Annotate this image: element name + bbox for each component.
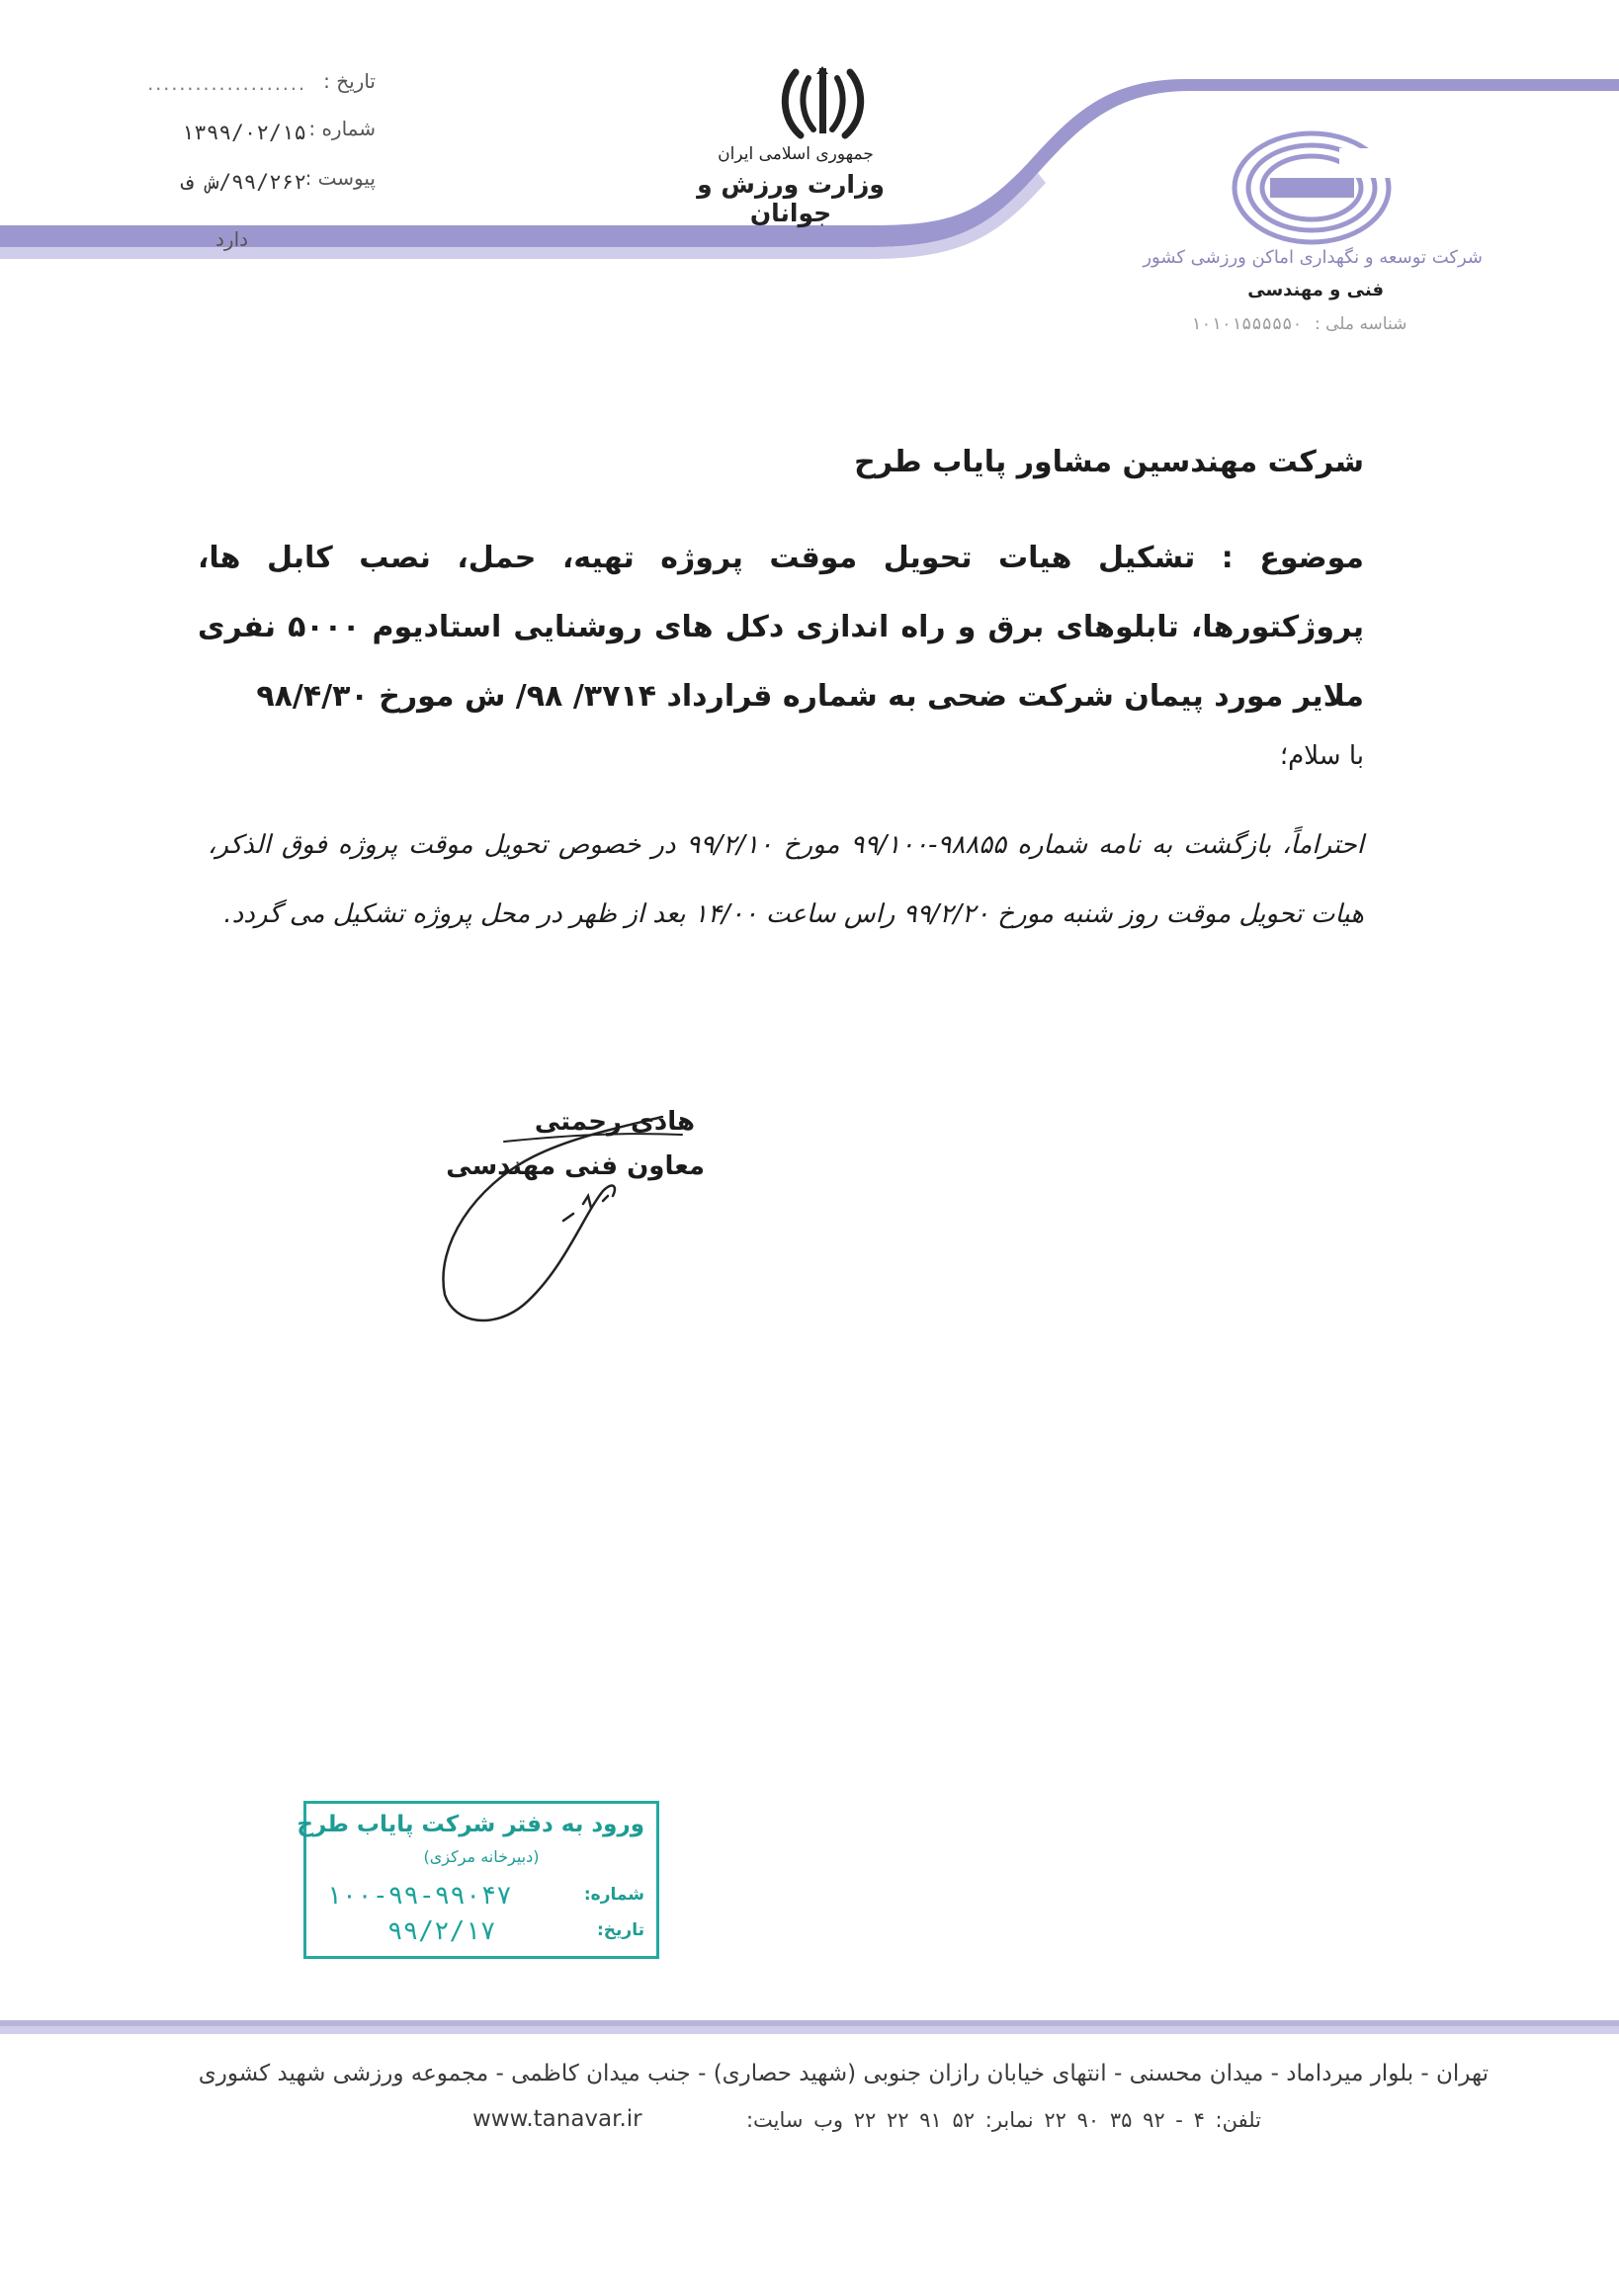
stamp-number-row [318,1881,644,1914]
recipient: شرکت مهندسین مشاور پایاب طرح [854,445,1364,479]
attachment-status: دارد [215,227,249,251]
stamp-date-row [318,1916,644,1950]
footer-address: تهران - بلوار میرداماد - میدان محسنی - انتهای خیابان رازان جنوبی (شهید حصاری) - جنب میدان کاظمی - مجموعه ورزشی شهید کشوری [198,2061,1489,2086]
date-label: تاریخ : [323,69,376,93]
footer-contact: تلفن: ۴ - ۹۲ ۳۵ ۹۰ ۲۲ نمابر: ۵۲ ۹۱ ۲۲ ۲۲ وب سایت: [745,2108,1261,2132]
signer-name: هادی رحمتی [534,1107,695,1137]
attachment-value: ۹۹/۲۶۲/ش ف [181,170,306,194]
date-value: .................... [147,73,306,95]
ministry-country: جمهوری اسلامی ایران [718,144,874,164]
number-value: ۱۳۹۹/۰۲/۱۵ [181,121,306,144]
company-department: فنی و مهندسی [1247,280,1384,300]
national-id-value: ۱۰۱۰۱۵۵۵۵۵۰ [1191,314,1303,334]
national-id-label: شناسه ملی : [1315,314,1407,334]
receipt-stamp [297,1801,659,1959]
letter-body: احتراماً، بازگشت به نامه شماره ۹۸۸۵۵-۹۹/۱۰۰ مورخ ۹۹/۲/۱۰ در خصوص تحویل موقت پروژه فوق الذکر، هیات تحویل موقت روز شنبه مورخ ۹۹/۲/۲۰ راس ساعت ۱۴/۰۰ بعد از ظهر در محل پروژه تشکیل می گردد. [208,830,1364,929]
stamp-number-label: شماره: [583,1885,644,1905]
footer-band [0,2016,1619,2046]
attachment-row [99,166,376,202]
stamp-date-value: ۹۹/۲/۱۷ [387,1916,496,1946]
stamp-subtitle: (دبیرخانه مرکزی) [423,1847,540,1866]
number-row [99,117,376,152]
subject: موضوع : تشکیل هیات تحویل موقت پروژه تهیه، حمل، نصب کابل ها، پروژکتورها، تابلوهای برق و راه اندازی دکل های روشنایی استادیوم ۵۰۰۰ نفری ملایر مورد پیمان شرکت ضحی به شماره قرارداد ۳۷۱۴/ ۹۸/ ش مورخ ۹۸/۴/۳۰ [198,541,1364,714]
stamp-number-value: ۱۰۰-۹۹-۹۹۰۴۷ [326,1881,512,1911]
ministry-name: وزارت ورزش و جوانان [697,170,885,227]
footer-website[interactable]: www.tanavar.ir [472,2106,642,2132]
greeting: با سلام؛ [1279,741,1364,771]
number-label: شماره : [308,117,376,140]
stamp-date-label: تاریخ: [597,1920,644,1940]
signer-title: معاون فنی مهندسی [446,1151,705,1181]
iran-emblem-icon [776,64,870,141]
date-row [99,69,376,105]
company-logo-icon [1231,128,1394,247]
stamp-title: ورود به دفتر شرکت پایاب طرح [297,1812,644,1837]
attachment-label: پیوست : [304,166,376,190]
company-name: شرکت توسعه و نگهداری اماکن ورزشی کشور [1143,247,1483,268]
